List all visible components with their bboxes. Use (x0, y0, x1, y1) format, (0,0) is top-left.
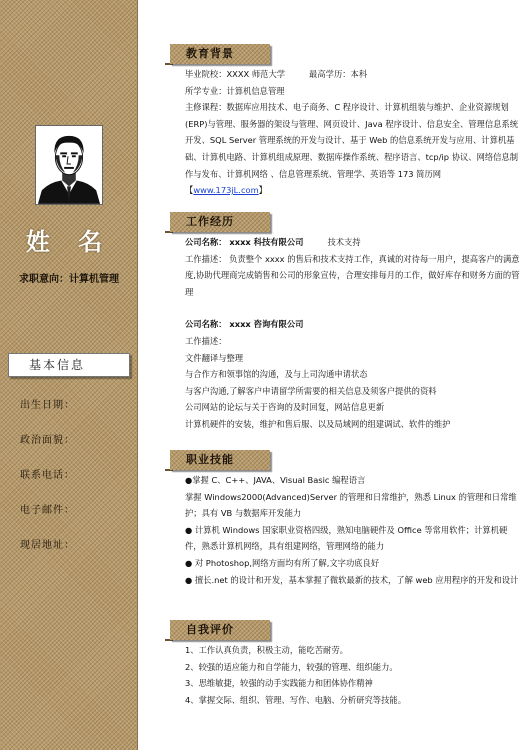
self-eval-title: 自我评价 (170, 620, 270, 640)
school: 毕业院校：XXXX 师范大学 (185, 69, 286, 79)
self-eval-item: 2、较强的适应能力和自学能力，较强的管理、组织能力。 (185, 661, 398, 672)
skill-item: ● 擅长.net 的设计和开发，基本掌握了微软最新的技术，了解 web 应用程序的开发和设计 (185, 574, 519, 585)
main-content (165, 0, 525, 750)
basic-info-list (20, 396, 130, 571)
job2-line: 与合作方和领事馆的沟通，及与上司沟通申请状态 (185, 369, 368, 380)
profile-photo (35, 125, 103, 205)
job1-line (185, 234, 521, 251)
political-status-label: 政治面貌： (20, 435, 75, 446)
job2-desc-label: 工作描述： (185, 335, 227, 346)
self-eval-item: 3、思维敏捷，较强的动手实践能力和团体协作精神 (185, 678, 373, 689)
job-intention: 求职意向：计算机管理 (19, 274, 119, 285)
school-line (185, 66, 521, 83)
self-eval-item: 1、工作认真负责，积极主动，能吃苦耐劳。 (185, 645, 348, 655)
job2-line: 与客户沟通,了解客户申请留学所需要的相关信息及须客户提供的资料 (185, 385, 437, 396)
job1-company: 公司名称： xxxx 科技有限公司 (185, 237, 304, 247)
job2-line: 计算机硬件的安装，维护和售后服、以及局域网的组建调试、软件的维护 (185, 418, 451, 429)
education-header (165, 44, 525, 66)
courses-line (185, 99, 521, 199)
self-eval-header (165, 620, 525, 642)
job2-line: 文件翻译与整理 (185, 352, 244, 363)
job1-position: 技术支持 (327, 237, 361, 247)
skills-section (165, 450, 525, 588)
skill-item: ●掌握 C、C++、JAVA、Visual Basic 编程语言 (185, 475, 366, 485)
skill-item: ● 计算机 Windows 国家职业资格四级，熟知电脑硬件及 Office 等常用软件；计算机硬件，熟悉计算机网络，具有组建网络，管理网络的能力 (185, 524, 508, 552)
site-label: 173 简历网【 (185, 168, 442, 196)
degree: 最高学历：本科 (309, 69, 368, 79)
work-section (165, 212, 525, 433)
sidebar (0, 0, 138, 750)
education-body (165, 66, 525, 199)
skills-body (165, 472, 525, 588)
phone-label: 联系电话： (20, 470, 75, 481)
site-close: 】 (258, 185, 267, 196)
basic-info-title: 基本信息 (8, 353, 130, 377)
work-header (165, 212, 525, 234)
courses: 主修课程：数据库应用技术、电子商务、C 程序设计、计算机组装与维护、企业资源规划(ERP)与管理、服务器的架设与管理、网页设计、Java 程序设计、信息安全、管理信息系统开发、SQL Server 管理系统的开发与设计、基于 Web 的信息系统开发与应用、计算机基础、计算机电路、计算机组成原理、数据库操作系统、程序语言、tcp/ip 协议、网络信息制作与发布、计算机网络 、信息管理系统、管理学、英语等 (185, 102, 519, 179)
person-name: 姓 名 (25, 228, 113, 256)
skills-title: 职业技能 (170, 450, 270, 470)
self-eval-item: 4、掌握交际、组织、管理、写作、电脑、分析研究等技能。 (185, 694, 406, 705)
job1-desc: 工作描述： 负责整个 xxxx 的售后和技术支持工作，真诚的对待每一用户，提高客户的满意度,协助代理商完成销售和公司的形象宣传，合理安排每月的工作，做好库存和财务方面的管理 (185, 253, 520, 297)
self-eval-body (165, 642, 525, 708)
portrait-image (36, 126, 102, 204)
site-link[interactable]: www.173jL.com (193, 185, 259, 196)
skill-item: 掌握 Windows2000(Advanced)Server 的管理和日常维护，熟悉 Linux 的管理和日常维护；具有 VB 与数据库开发能力 (185, 491, 517, 519)
email-label: 电子邮件： (20, 505, 75, 516)
education-section (165, 44, 525, 199)
work-title: 工作经历 (170, 212, 270, 232)
job2-line: 公司网站的论坛与关于咨询的及时回复，网站信息更新 (185, 402, 385, 413)
skill-item: ● 对 Photoshop,网络方面均有所了解,文字功底良好 (185, 557, 380, 568)
self-eval-section (165, 620, 525, 708)
major: 所学专业：计算机信息管理 (185, 85, 285, 96)
skills-header (165, 450, 525, 472)
address-label: 现居地址： (20, 540, 75, 551)
work-body (165, 234, 525, 433)
education-title: 教育背景 (170, 44, 270, 64)
birth-date-label: 出生日期： (20, 400, 75, 411)
job2-company: 公司名称： xxxx 咨询有限公司 (185, 319, 304, 330)
